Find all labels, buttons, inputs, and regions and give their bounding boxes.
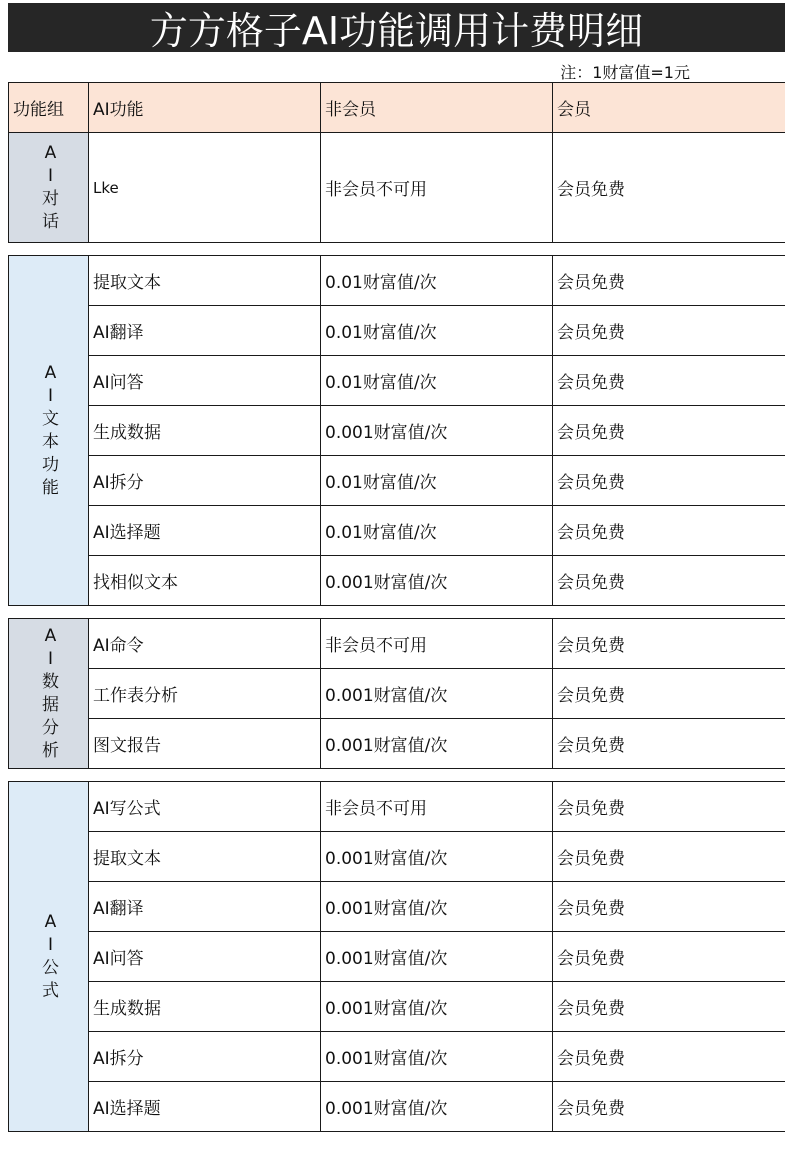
group-char: 数 xyxy=(42,671,59,692)
group-char: A xyxy=(44,625,57,646)
table-row xyxy=(9,506,785,556)
non-member-price-cell: 0.01财富值/次 xyxy=(321,256,553,306)
member-price-cell: 会员免费 xyxy=(553,932,785,982)
member-price-cell: 会员免费 xyxy=(553,782,785,832)
pricing-table-data-analysis xyxy=(8,618,785,769)
group-label-ai-text xyxy=(9,256,89,606)
member-price-cell: 会员免费 xyxy=(553,669,785,719)
table-row xyxy=(9,556,785,606)
table-header-row xyxy=(9,83,785,133)
non-member-price-cell: 0.01财富值/次 xyxy=(321,506,553,556)
member-price-cell: 会员免费 xyxy=(553,1082,785,1132)
feature-cell: AI翻译 xyxy=(89,306,321,356)
feature-cell: AI问答 xyxy=(89,932,321,982)
feature-cell: AI翻译 xyxy=(89,882,321,932)
table-row xyxy=(9,669,785,719)
non-member-price-cell: 0.001财富值/次 xyxy=(321,719,553,769)
group-char: A xyxy=(44,362,57,383)
table-row xyxy=(9,1082,785,1132)
member-price-cell: 会员免费 xyxy=(553,1032,785,1082)
feature-cell: 工作表分析 xyxy=(89,669,321,719)
feature-cell: AI命令 xyxy=(89,619,321,669)
group-label-ai-data-analysis xyxy=(9,619,89,769)
group-char: I xyxy=(47,385,53,406)
table-row xyxy=(9,619,785,669)
feature-cell: 图文报告 xyxy=(89,719,321,769)
member-price-cell: 会员免费 xyxy=(553,133,785,243)
table-row xyxy=(9,982,785,1032)
group-char: 析 xyxy=(42,740,59,761)
group-char: A xyxy=(44,911,57,932)
non-member-price-cell: 非会员不可用 xyxy=(321,133,553,243)
table-row xyxy=(9,1032,785,1082)
feature-cell: AI问答 xyxy=(89,356,321,406)
non-member-price-cell: 0.01财富值/次 xyxy=(321,456,553,506)
group-char: I xyxy=(47,648,53,669)
group-char: 文 xyxy=(42,408,59,429)
group-char: A xyxy=(44,142,57,163)
pricing-table-formula xyxy=(8,781,785,1132)
feature-cell: 生成数据 xyxy=(89,406,321,456)
pricing-table-dialog xyxy=(8,82,785,243)
currency-note: 注：1财富值=1元 xyxy=(560,63,690,82)
member-price-cell: 会员免费 xyxy=(553,719,785,769)
feature-cell: 提取文本 xyxy=(89,256,321,306)
non-member-price-cell: 0.001财富值/次 xyxy=(321,1082,553,1132)
group-char: 功 xyxy=(42,454,59,475)
group-label-ai-dialog xyxy=(9,133,89,243)
group-char: 对 xyxy=(42,188,59,209)
table-row xyxy=(9,133,785,243)
member-price-cell: 会员免费 xyxy=(553,882,785,932)
non-member-price-cell: 0.001财富值/次 xyxy=(321,932,553,982)
feature-cell: 生成数据 xyxy=(89,982,321,1032)
table-row xyxy=(9,356,785,406)
non-member-price-cell: 0.01财富值/次 xyxy=(321,356,553,406)
member-price-cell: 会员免费 xyxy=(553,256,785,306)
group-char: I xyxy=(47,165,53,186)
feature-cell: AI拆分 xyxy=(89,456,321,506)
header-feature: AI功能 xyxy=(89,83,321,133)
group-label-ai-formula xyxy=(9,782,89,1132)
group-char: 话 xyxy=(42,211,59,232)
table-row xyxy=(9,782,785,832)
feature-cell: Lke xyxy=(89,133,321,243)
feature-cell: AI选择题 xyxy=(89,1082,321,1132)
group-char: I xyxy=(47,934,53,955)
group-char: 本 xyxy=(42,431,59,452)
member-price-cell: 会员免费 xyxy=(553,556,785,606)
member-price-cell: 会员免费 xyxy=(553,406,785,456)
header-non-member: 非会员 xyxy=(321,83,553,133)
table-row xyxy=(9,456,785,506)
table-row xyxy=(9,719,785,769)
feature-cell: AI拆分 xyxy=(89,1032,321,1082)
pricing-table-text xyxy=(8,255,785,606)
group-char: 式 xyxy=(42,980,59,1001)
member-price-cell: 会员免费 xyxy=(553,506,785,556)
member-price-cell: 会员免费 xyxy=(553,832,785,882)
non-member-price-cell: 0.001财富值/次 xyxy=(321,982,553,1032)
non-member-price-cell: 0.001财富值/次 xyxy=(321,1032,553,1082)
member-price-cell: 会员免费 xyxy=(553,456,785,506)
member-price-cell: 会员免费 xyxy=(553,982,785,1032)
non-member-price-cell: 0.001财富值/次 xyxy=(321,882,553,932)
group-char: 据 xyxy=(42,694,59,715)
group-char: 公 xyxy=(42,957,59,978)
member-price-cell: 会员免费 xyxy=(553,356,785,406)
table-row xyxy=(9,932,785,982)
table-row xyxy=(9,406,785,456)
table-row xyxy=(9,306,785,356)
header-member: 会员 xyxy=(553,83,785,133)
feature-cell: AI选择题 xyxy=(89,506,321,556)
non-member-price-cell: 0.001财富值/次 xyxy=(321,406,553,456)
non-member-price-cell: 0.01财富值/次 xyxy=(321,306,553,356)
page-title: 方方格子AI功能调用计费明细 xyxy=(8,3,785,52)
table-row xyxy=(9,882,785,932)
feature-cell: 找相似文本 xyxy=(89,556,321,606)
group-char: 能 xyxy=(42,477,59,498)
member-price-cell: 会员免费 xyxy=(553,306,785,356)
non-member-price-cell: 非会员不可用 xyxy=(321,619,553,669)
feature-cell: 提取文本 xyxy=(89,832,321,882)
non-member-price-cell: 0.001财富值/次 xyxy=(321,669,553,719)
non-member-price-cell: 非会员不可用 xyxy=(321,782,553,832)
member-price-cell: 会员免费 xyxy=(553,619,785,669)
non-member-price-cell: 0.001财富值/次 xyxy=(321,832,553,882)
header-group: 功能组 xyxy=(9,83,89,133)
table-row xyxy=(9,256,785,306)
feature-cell: AI写公式 xyxy=(89,782,321,832)
table-row xyxy=(9,832,785,882)
non-member-price-cell: 0.001财富值/次 xyxy=(321,556,553,606)
group-char: 分 xyxy=(42,717,59,738)
